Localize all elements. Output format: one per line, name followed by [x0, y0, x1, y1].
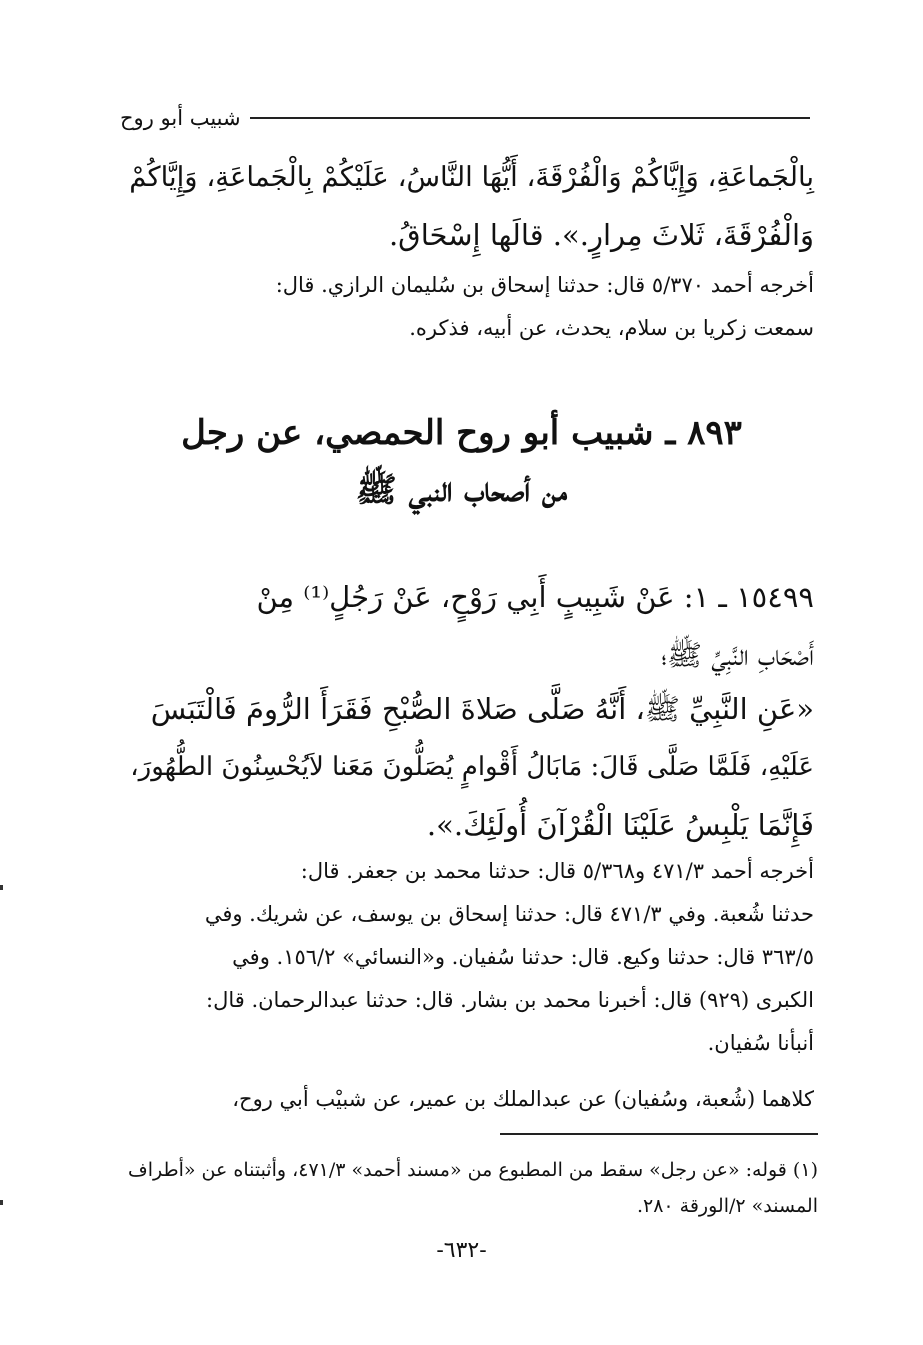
- note2-line-3: ٣٦٣/٥ قال: حدثنا وكيع. قال: حدثنا سُفيان. و«النسائي» ١٥٦/٢. وفي: [232, 945, 814, 969]
- note2-line-5: أنبأنا سُفيان.: [707, 1031, 814, 1055]
- section-heading-line-2: من أصحاب النبي ﷺ: [355, 470, 568, 510]
- hadith-continuation: [128, 148, 814, 264]
- scan-speck: [0, 1200, 3, 1205]
- header-rule: [250, 117, 810, 119]
- hadith-text-line-3: فَإِنَّمَا يَلْبِسُ عَلَيْنَا الْقُرْآنَ أُولَئِكَ.».: [426, 808, 814, 842]
- note2-line-1: أخرجه أحمد ٤٧١/٣ و٥/٣٦٨ قال: حدثنا محمد بن جعفر. قال:: [300, 859, 814, 883]
- hadith-intro-line-1: ١٥٤٩٩ ـ ١: عَنْ شَبِيبٍ أَبِي رَوْحٍ، عَنْ رَجُلٍ⁽¹⁾ مِنْ: [256, 580, 814, 614]
- hadith-intro: [128, 568, 814, 684]
- page-number: -٦٣٢-: [436, 1238, 487, 1263]
- note1-line-2: سمعت زكريا بن سلام، يحدث، عن أبيه، فذكره.: [409, 316, 814, 340]
- scan-speck: [0, 885, 3, 890]
- takhrij-note-1: [128, 264, 814, 350]
- footnote: [128, 1152, 818, 1224]
- hadith-intro-line-2: أَصْحَابِ النَّبِيِّ ﷺ؛: [661, 638, 814, 672]
- note2-closing-line: كلاهما (شُعبة، وسُفيان) عن عبدالملك بن عمير، عن شبيْب أبي روح،: [232, 1087, 814, 1111]
- footnote-rule: [500, 1133, 818, 1135]
- footnote-line-1: (١) قوله: «عن رجل» سقط من المطبوع من «مسند أحمد» ٤٧١/٣، وأثبتناه عن «أطراف: [128, 1159, 818, 1181]
- takhrij-note-2: [128, 850, 814, 1065]
- continuation-line-2: وَالْفُرْقَةَ، ثَلاثَ مِرارٍ.». قالَها إِسْحَاقُ.: [388, 218, 814, 252]
- continuation-line-1: بِالْجَماعَةِ، وَإِيَّاكُمْ وَالْفُرْقَةَ، أَيُّهَا النَّاسُ، عَلَيْكُمْ بِالْجَماعَةِ، وَإِيَّاكُمْ: [129, 161, 814, 193]
- running-header-title: شبيب أبو روح: [120, 106, 241, 130]
- takhrij-note-2-closing: [128, 1078, 814, 1121]
- hadith-text-line-2: عَلَيْهِ، فَلَمَّا صَلَّى قَالَ: مَابَالُ أَقْوامٍ يُصَلُّونَ مَعَنا لاَيُحْسِنُونَ الطُّهُورَ،: [130, 752, 814, 782]
- note1-line-1: أخرجه أحمد ٥/٣٧٠ قال: حدثنا إسحاق بن سُليمان الرازي. قال:: [275, 273, 814, 297]
- footnote-line-2: المسند» ٢/الورقة ٢٨٠.: [636, 1195, 818, 1217]
- note2-line-2: حدثنا شُعبة. وفي ٤٧١/٣ قال: حدثنا إسحاق بن يوسف، عن شريك. وفي: [204, 902, 814, 926]
- hadith-text: [128, 680, 814, 854]
- section-heading-line-1: ٨٩٣ ـ شبيب أبو روح الحمصي، عن رجل: [181, 413, 742, 453]
- note2-line-4: الكبرى (٩٢٩) قال: أخبرنا محمد بن بشار. قال: حدثنا عبدالرحمان. قال:: [206, 988, 814, 1012]
- hadith-text-line-1: «عَنِ النَّبِيِّ ﷺ، أَنَّهُ صَلَّى صَلاةَ الصُّبْحِ فَقَرَأَ الرُّومَ فَالْتَبَسَ: [150, 692, 814, 726]
